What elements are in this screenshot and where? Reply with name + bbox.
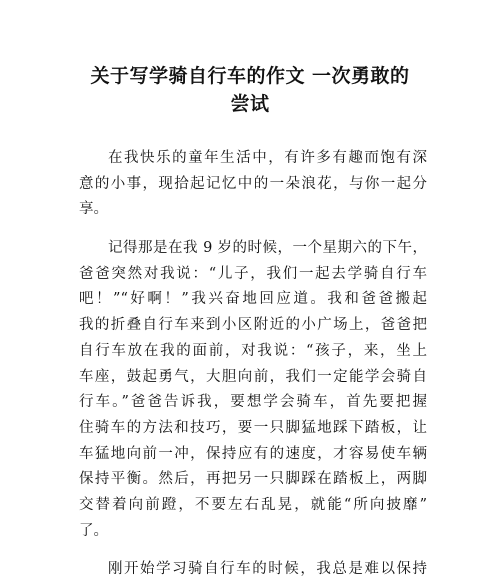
paragraph-gap xyxy=(79,223,427,236)
paragraph-gap xyxy=(79,544,427,557)
text-line: 车座，鼓起勇气，大胆向前，我们一定能学会骑自 xyxy=(79,368,427,385)
text-line: 我的折叠自行车来到小区附近的小广场上，爸爸把 xyxy=(79,317,427,334)
text-line: 爸爸突然对我说：“儿子，我们一起去学骑自行车 xyxy=(79,265,427,282)
title-line: 关于写学骑自行车的作文 一次勇敢的 xyxy=(90,65,410,87)
text-line: 了。 xyxy=(79,522,108,539)
paragraph-story xyxy=(79,236,427,544)
text-line: 意的小事，现拾起记忆中的一朵浪花，与你一起分 xyxy=(79,175,427,192)
text-line: 自行车放在我的面前，对我说：“孩子，来，坐上 xyxy=(79,342,427,359)
text-line: 保持平衡。然后，再把另一只脚踩在踏板上，两脚 xyxy=(79,471,427,488)
document-body xyxy=(79,146,427,583)
paragraph-learning xyxy=(79,557,427,583)
paragraph-intro xyxy=(79,146,427,223)
document-title xyxy=(70,62,430,118)
text-line: 吧！”“好啊！”我兴奋地回应道。我和爸爸搬起 xyxy=(79,291,427,308)
text-line: 享。 xyxy=(79,201,108,218)
text-line: 在我快乐的童年生活中，有许多有趣而饱有深 xyxy=(108,150,427,166)
text-line: 行车。”爸爸告诉我，要想学会骑车，首先要把握 xyxy=(79,394,427,411)
text-line: 车猛地向前一冲，保持应有的速度，才容易使车辆 xyxy=(79,445,427,462)
text-line: 刚开始学习骑自行车的时候，我总是难以保持 xyxy=(108,561,427,578)
text-line: 记得那是在我 9 岁的时候，一个星期六的下午， xyxy=(108,240,427,257)
text-line: 住骑车的方法和技巧，要一只脚猛地踩下踏板，让 xyxy=(79,419,427,436)
title-line: 尝试 xyxy=(230,93,270,115)
text-line: 交替着向前蹬，不要左右乱晃，就能“所向披靡” xyxy=(79,496,427,513)
